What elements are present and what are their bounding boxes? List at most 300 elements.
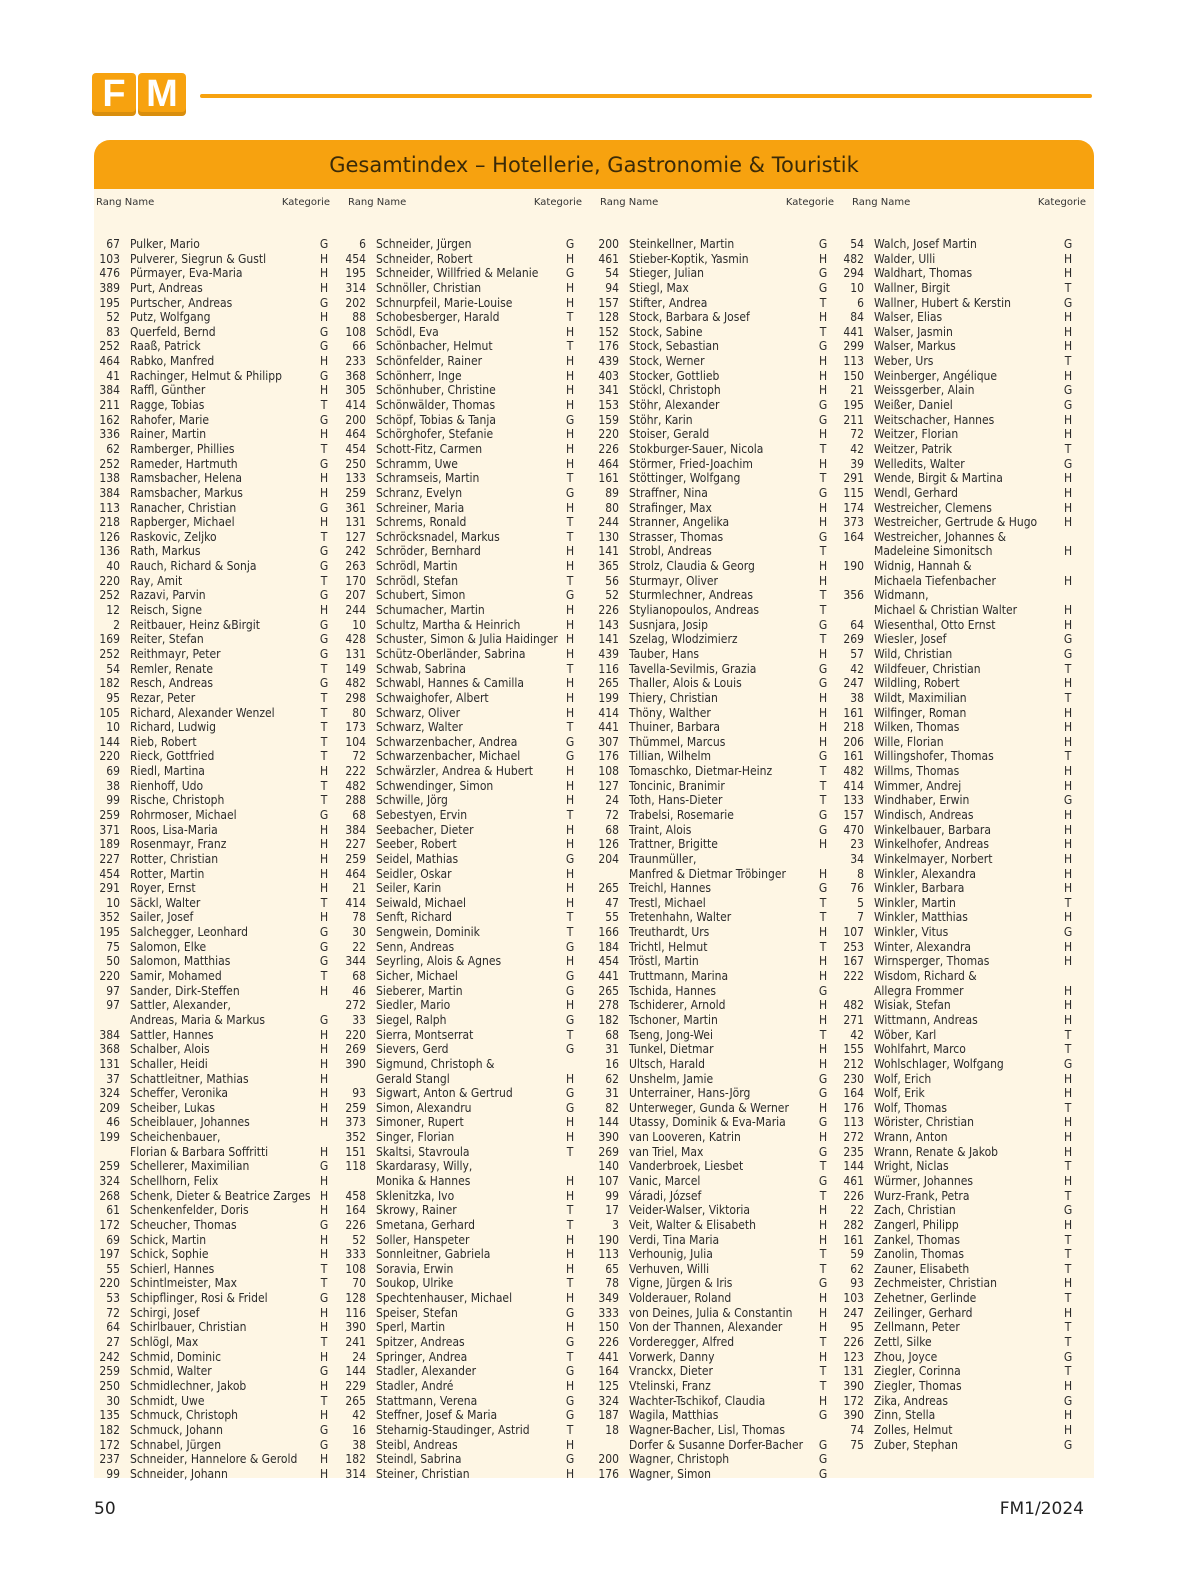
entry-name: Szelag, Wlodzimierz [629, 632, 738, 647]
fm-logo [92, 73, 186, 116]
entry-rank: 176 [598, 339, 619, 354]
entry-name: Schobesberger, Harald [376, 310, 500, 325]
entry-category: H [818, 1232, 828, 1247]
entry-name: Schwille, Jörg [376, 793, 448, 808]
entry-rank: 352 [345, 1130, 366, 1145]
index-entry [593, 354, 829, 369]
entry-rank: 144 [843, 1159, 864, 1174]
entry-name: Wrann, Renate & Jakob [874, 1144, 999, 1159]
index-entry [94, 1072, 330, 1087]
entry-rank: 144 [598, 1115, 619, 1130]
entry-name: Zankel, Thomas [874, 1232, 960, 1247]
entry-name: Stocker, Gottlieb [629, 368, 720, 383]
index-entry [94, 252, 330, 267]
entry-name: Thümmel, Marcus [629, 734, 726, 749]
index-entry [340, 530, 576, 545]
entry-name: Steindl, Sabrina [376, 1452, 462, 1467]
index-entry [94, 1042, 330, 1057]
entry-name: Von der Thannen, Alexander [629, 1320, 783, 1335]
index-entry [340, 1042, 576, 1057]
entry-category: H [818, 1042, 828, 1057]
entry-category: H [818, 925, 828, 940]
entry-name: Siegel, Ralph [376, 1012, 447, 1027]
entry-category: T [566, 910, 574, 925]
entry-rank: 141 [598, 632, 619, 647]
entry-rank: 143 [598, 617, 619, 632]
entry-category: H [1063, 266, 1073, 281]
entry-rank: 226 [345, 1217, 366, 1232]
index-entry [340, 1145, 576, 1160]
entry-name: Willingshofer, Thomas [874, 749, 994, 764]
index-entry [94, 325, 330, 340]
entry-rank: 126 [99, 529, 120, 544]
index-entry [340, 471, 576, 486]
entry-rank: 74 [850, 1422, 864, 1437]
entry-name: Scheiblauer, Johannes [130, 1115, 250, 1130]
entry-category: H [818, 456, 828, 471]
entry-category: T [320, 720, 328, 735]
entry-category: G [818, 1086, 828, 1101]
index-entry [94, 1115, 330, 1130]
entry-name: Sattler, Alexander, [130, 998, 231, 1013]
entry-category: H [818, 734, 828, 749]
entry-category: G [818, 1452, 828, 1467]
entry-rank: 72 [352, 749, 366, 764]
index-entry [340, 662, 576, 677]
entry-rank: 226 [598, 603, 619, 618]
entry-rank: 47 [605, 895, 619, 910]
entry-rank: 259 [99, 807, 120, 822]
entry-name: Winkelmayer, Norbert [874, 851, 993, 866]
entry-name: Schumacher, Martin [376, 603, 485, 618]
index-entry [94, 1013, 330, 1028]
entry-rank: 199 [99, 1130, 120, 1145]
index-entry [94, 486, 330, 501]
index-entry [838, 867, 1074, 882]
entry-rank: 123 [843, 1349, 864, 1364]
index-entry [340, 1072, 576, 1087]
entry-rank: 176 [598, 749, 619, 764]
index-title-banner [94, 140, 1094, 189]
entry-rank: 152 [598, 324, 619, 339]
entry-name: Wörister, Christian [874, 1115, 974, 1130]
index-entry [340, 1276, 576, 1291]
index-entry [593, 1438, 829, 1453]
entry-category: G [565, 1408, 575, 1423]
index-entry [340, 896, 576, 911]
entry-rank: 99 [106, 1466, 120, 1481]
index-entry [838, 910, 1074, 925]
entry-name: Tröstl, Martin [629, 954, 699, 969]
entry-category: G [319, 544, 329, 559]
entry-category: H [818, 559, 828, 574]
index-entry [838, 501, 1074, 516]
entry-category: H [1063, 734, 1073, 749]
entry-category: H [1063, 251, 1073, 266]
entry-category: T [1064, 1291, 1072, 1306]
entry-category: G [319, 1012, 329, 1027]
entry-rank: 164 [843, 1086, 864, 1101]
entry-name: Sturmayr, Oliver [629, 573, 718, 588]
entry-name: Schuster, Simon & Julia Haidinger [376, 632, 558, 647]
entry-name: Zolles, Helmut [874, 1422, 953, 1437]
entry-category: G [818, 822, 828, 837]
index-entry [593, 749, 829, 764]
issue-label: FM1/2024 [999, 1499, 1084, 1519]
entry-name: Schintlmeister, Max [130, 1276, 237, 1291]
entry-name: Rath, Markus [130, 544, 201, 559]
entry-category: T [819, 1261, 827, 1276]
entry-name: Salomon, Matthias [130, 954, 231, 969]
index-entry [593, 544, 829, 559]
entry-name: Soller, Hanspeter [376, 1232, 470, 1247]
index-entry [340, 252, 576, 267]
entry-category: H [565, 1320, 575, 1335]
index-entry [94, 1057, 330, 1072]
index-entry [94, 1364, 330, 1379]
entry-name: Váradi, József [629, 1188, 702, 1203]
entry-rank: 93 [352, 1086, 366, 1101]
entry-category: G [319, 632, 329, 647]
entry-rank: 269 [598, 1144, 619, 1159]
entry-rank: 272 [843, 1130, 864, 1145]
entry-name: Wagner-Bacher, Lisl, Thomas [629, 1422, 786, 1437]
index-entry [94, 1306, 330, 1321]
entry-name: Wende, Birgit & Martina [874, 471, 1003, 486]
index-entry [94, 1203, 330, 1218]
entry-name: Schreiner, Maria [376, 500, 465, 515]
entry-name: Winkler, Matthias [874, 910, 968, 925]
entry-category: T [566, 471, 574, 486]
entry-name: Steibl, Andreas [376, 1437, 458, 1452]
index-entry [94, 1262, 330, 1277]
index-entry [340, 310, 576, 325]
index-entry [340, 998, 576, 1013]
index-entry [340, 369, 576, 384]
index-entry [94, 954, 330, 969]
entry-rank: 37 [106, 1071, 120, 1086]
entry-category: H [565, 1188, 575, 1203]
entry-rank: 271 [843, 1012, 864, 1027]
entry-category: G [565, 1305, 575, 1320]
entry-name: Resch, Andreas [130, 676, 214, 691]
entry-name: Walser, Elias [874, 310, 943, 325]
entry-category: H [565, 1466, 575, 1481]
index-entry [593, 1291, 829, 1306]
entry-category: G [1063, 1203, 1073, 1218]
entry-name: Sengwein, Dominik [376, 925, 480, 940]
entry-rank: 131 [345, 646, 366, 661]
entry-rank: 307 [598, 734, 619, 749]
entry-name: Windhaber, Erwin [874, 793, 970, 808]
index-entry [94, 413, 330, 428]
entry-rank: 133 [345, 471, 366, 486]
entry-rank: 390 [345, 1320, 366, 1335]
index-entry [593, 281, 829, 296]
index-entry [340, 837, 576, 852]
entry-rank: 211 [843, 412, 864, 427]
entry-name: Schwarz, Oliver [376, 705, 460, 720]
entry-category: G [818, 339, 828, 354]
entry-category: H [319, 1144, 329, 1159]
entry-category: G [319, 807, 329, 822]
entry-category: H [818, 1305, 828, 1320]
entry-category: G [818, 529, 828, 544]
entry-category: T [320, 778, 328, 793]
entry-rank: 265 [598, 983, 619, 998]
entry-name: Zhou, Joyce [874, 1349, 938, 1364]
index-entry [94, 1218, 330, 1233]
entry-category: H [1063, 1071, 1073, 1086]
entry-rank: 42 [850, 661, 864, 676]
entry-rank: 42 [850, 1027, 864, 1042]
entry-rank: 305 [345, 383, 366, 398]
index-entry [593, 793, 829, 808]
entry-category: G [319, 954, 329, 969]
entry-name: Reitbauer, Heinz &Birgit [130, 617, 260, 632]
entry-rank: 220 [99, 1276, 120, 1291]
entry-rank: 390 [345, 1056, 366, 1071]
entry-name: Schalber, Alois [130, 1042, 210, 1057]
entry-name: Schenk, Dieter & Beatrice Zarges [130, 1188, 311, 1203]
index-entry [94, 383, 330, 398]
entry-category: T [1064, 690, 1072, 705]
entry-rank: 389 [99, 280, 120, 295]
entry-category: G [565, 237, 575, 251]
entry-name: Stieger, Julian [629, 266, 705, 281]
entry-rank: 233 [345, 354, 366, 369]
index-entry [838, 1423, 1074, 1438]
index-entry [94, 691, 330, 706]
entry-category: G [319, 925, 329, 940]
entry-rank: 140 [598, 1159, 619, 1174]
entry-category: H [818, 1217, 828, 1232]
entry-category: H [565, 295, 575, 310]
entry-category: G [1063, 1056, 1073, 1071]
entry-rank: 373 [843, 515, 864, 530]
index-entry [340, 1013, 576, 1028]
entry-category: G [565, 485, 575, 500]
entry-rank: 10 [352, 617, 366, 632]
entry-category: T [320, 705, 328, 720]
entry-category: G [565, 749, 575, 764]
entry-name: Ray, Amit [130, 573, 183, 588]
index-entry [838, 998, 1074, 1013]
entry-category: T [819, 778, 827, 793]
entry-category: G [565, 1100, 575, 1115]
entry-name: Wallner, Birgit [874, 280, 951, 295]
entry-rank: 84 [850, 310, 864, 325]
entry-rank: 17 [605, 1203, 619, 1218]
entry-rank: 161 [843, 705, 864, 720]
index-entry [838, 1306, 1074, 1321]
entry-rank: 103 [843, 1291, 864, 1306]
index-entry [838, 779, 1074, 794]
entry-category: T [566, 1349, 574, 1364]
entry-name: Wiesenthal, Otto Ernst [874, 617, 996, 632]
entry-rank: 403 [598, 368, 619, 383]
entry-rank: 220 [99, 969, 120, 984]
entry-name: Purt, Andreas [130, 280, 203, 295]
index-entry [593, 691, 829, 706]
index-entry [94, 544, 330, 559]
entry-name: Stranner, Angelika [629, 515, 730, 530]
index-entry [838, 1028, 1074, 1043]
index-entry [340, 632, 576, 647]
entry-category: T [819, 588, 827, 603]
entry-name: Sebestyen, Ervin [376, 807, 468, 822]
index-entry [838, 413, 1074, 428]
index-entry [593, 647, 829, 662]
entry-category: H [319, 1408, 329, 1423]
entry-category: H [565, 837, 575, 852]
index-entry [94, 779, 330, 794]
index-entry [340, 823, 576, 838]
index-entry [838, 471, 1074, 486]
entry-category: G [319, 237, 329, 251]
index-entry [838, 574, 1074, 589]
index-entry [593, 618, 829, 633]
entry-rank: 454 [345, 251, 366, 266]
entry-name: Rameder, Hartmuth [130, 456, 238, 471]
entry-category: T [566, 573, 574, 588]
entry-category: H [1063, 485, 1073, 500]
entry-rank: 131 [99, 1056, 120, 1071]
entry-rank: 38 [850, 690, 864, 705]
entry-name: Tschida, Hannes [629, 983, 717, 998]
entry-rank: 169 [99, 632, 120, 647]
entry-name: Schmidt, Uwe [130, 1393, 205, 1408]
index-entry [340, 325, 576, 340]
entry-name: Remler, Renate [130, 661, 213, 676]
entry-category: H [565, 398, 575, 413]
entry-rank: 54 [106, 661, 120, 676]
entry-category: T [1064, 1188, 1072, 1203]
entry-category: H [818, 954, 828, 969]
index-entry [838, 896, 1074, 911]
entry-name: Truttmann, Marina [629, 969, 729, 984]
entry-name: Winkler, Martin [874, 895, 956, 910]
index-entry [340, 764, 576, 779]
entry-category: H [565, 1437, 575, 1452]
entry-rank: 95 [850, 1320, 864, 1335]
entry-rank: 252 [99, 588, 120, 603]
entry-name: Stieber-Koptik, Yasmin [629, 251, 749, 266]
entry-name: Rachinger, Helmut & Philipp [130, 368, 282, 383]
entry-rank: 94 [605, 280, 619, 295]
entry-name: Wolf, Erik [874, 1086, 925, 1101]
entry-rank: 108 [345, 324, 366, 339]
entry-rank: 390 [843, 1378, 864, 1393]
entry-category: H [565, 822, 575, 837]
entry-category: T [1064, 280, 1072, 295]
entry-name: Speiser, Stefan [376, 1305, 458, 1320]
entry-rank: 461 [843, 1174, 864, 1188]
entry-category: G [319, 646, 329, 661]
header-kategorie: Kategorie [1037, 197, 1086, 208]
entry-category: H [1063, 954, 1073, 969]
index-entry [340, 398, 576, 413]
entry-category: H [818, 1393, 828, 1408]
entry-category: H [818, 837, 828, 852]
entry-name: Volderauer, Roland [629, 1291, 732, 1306]
entry-category: H [319, 1071, 329, 1086]
entry-name: Schramm, Uwe [376, 456, 458, 471]
entry-category: H [1063, 939, 1073, 954]
entry-category: T [819, 1247, 827, 1262]
index-entry [593, 632, 829, 647]
entry-name: Verhounig, Julia [629, 1247, 713, 1262]
entry-rank: 166 [598, 925, 619, 940]
entry-category: G [1063, 1393, 1073, 1408]
index-entry [593, 1262, 829, 1277]
index-entry [838, 1057, 1074, 1072]
index-entry [838, 325, 1074, 340]
index-entry [94, 632, 330, 647]
index-entry [340, 1364, 576, 1379]
index-entry [838, 281, 1074, 296]
entry-rank: 82 [605, 1100, 619, 1115]
index-entry [593, 339, 829, 354]
entry-name: Raaß, Patrick [130, 339, 201, 354]
entry-name: Schwabl, Hannes & Camilla [376, 676, 525, 691]
entry-name: Razavi, Parvin [130, 588, 206, 603]
index-entry [340, 1057, 576, 1072]
index-entry [593, 603, 829, 618]
index-entry [94, 808, 330, 823]
index-entry [593, 413, 829, 428]
index-entry [593, 881, 829, 896]
entry-name: Stock, Sebastian [629, 339, 720, 354]
entry-category: T [566, 925, 574, 940]
entry-rank: 291 [843, 471, 864, 486]
logo-letter-m: M [138, 73, 186, 116]
index-entry [838, 837, 1074, 852]
entry-name: Vigne, Jürgen & Iris [629, 1276, 733, 1291]
entry-rank: 68 [352, 969, 366, 984]
entry-category: G [565, 1335, 575, 1350]
entry-rank: 22 [352, 939, 366, 954]
entry-category: H [818, 515, 828, 530]
entry-category: H [319, 1466, 329, 1481]
entry-rank: 141 [598, 544, 619, 559]
entry-rank: 265 [345, 1393, 366, 1408]
entry-name: Säckl, Walter [130, 895, 201, 910]
index-entry [838, 1218, 1074, 1233]
entry-category: H [818, 427, 828, 442]
entry-name: Widnig, Hannah & [874, 559, 972, 574]
entry-category: H [565, 690, 575, 705]
entry-category: H [1063, 851, 1073, 866]
entry-rank: 161 [843, 1232, 864, 1247]
entry-category: H [319, 1247, 329, 1262]
entry-rank: 333 [345, 1247, 366, 1262]
index-entry [340, 501, 576, 516]
index-entry [94, 1130, 330, 1145]
entry-category: T [320, 398, 328, 413]
index-entry [94, 603, 330, 618]
entry-category: G [319, 1159, 329, 1174]
entry-name: Roos, Lisa-Maria [130, 822, 218, 837]
entry-rank: 173 [345, 720, 366, 735]
index-column-4 [838, 237, 1074, 1452]
entry-name: Schmuck, Christoph [130, 1408, 239, 1423]
entry-name: Seiler, Karin [376, 881, 442, 896]
entry-rank: 75 [106, 939, 120, 954]
entry-category: T [1064, 1100, 1072, 1115]
entry-name: Wrann, Anton [874, 1130, 948, 1145]
entry-category: G [818, 280, 828, 295]
